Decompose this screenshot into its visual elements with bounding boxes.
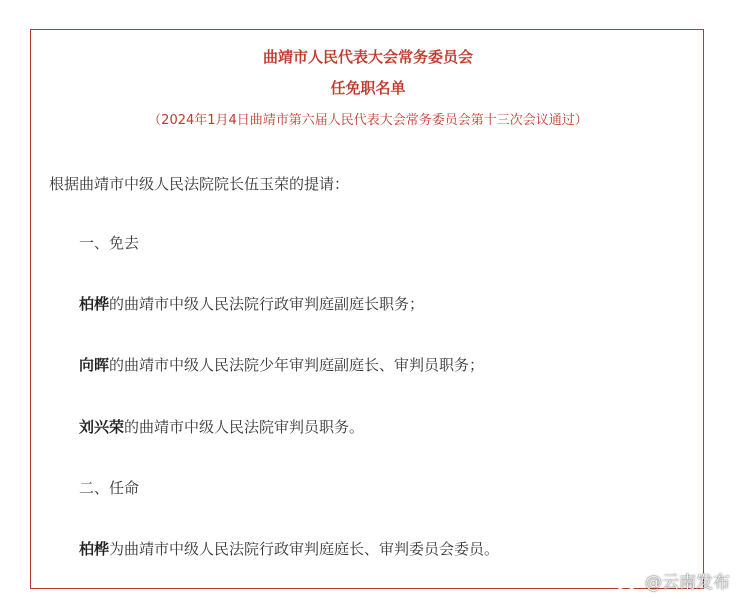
removal-text: 的曲靖市中级人民法院行政审判庭副庭长职务； [109,295,425,313]
removal-text: 的曲靖市中级人民法院审判员职务。 [124,418,365,436]
removal-item [79,294,424,314]
section-heading-remove: 一、免去 [79,234,140,252]
person-name: 柏桦 [79,540,110,558]
person-name: 柏桦 [79,295,110,313]
removal-item [79,417,364,437]
document-subtitle-title: 任免职名单 [330,79,406,97]
meeting-note: （2024年1月4日曲靖市第六届人民代表大会常务委员会第十三次会议通过） [148,113,588,128]
person-name: 向晖 [79,356,110,374]
removal-text: 的曲靖市中级人民法院少年审判庭副庭长、审判员职务； [109,356,485,374]
person-name: 刘兴荣 [79,418,125,436]
appointment-item [79,539,499,559]
removal-item [79,355,484,375]
watermark-text: @云南发布 [645,573,730,593]
section-heading-appoint: 二、任命 [79,479,140,497]
appointment-text: 为曲靖市中级人民法院行政审判庭庭长、审判委员会委员。 [109,540,500,558]
document-title: 曲靖市人民代表大会常务委员会 [262,48,473,66]
source-watermark [615,568,730,593]
intro-paragraph: 根据曲靖市中级人民法院院长伍玉荣的提请： [49,175,350,193]
weibo-icon [615,571,641,591]
